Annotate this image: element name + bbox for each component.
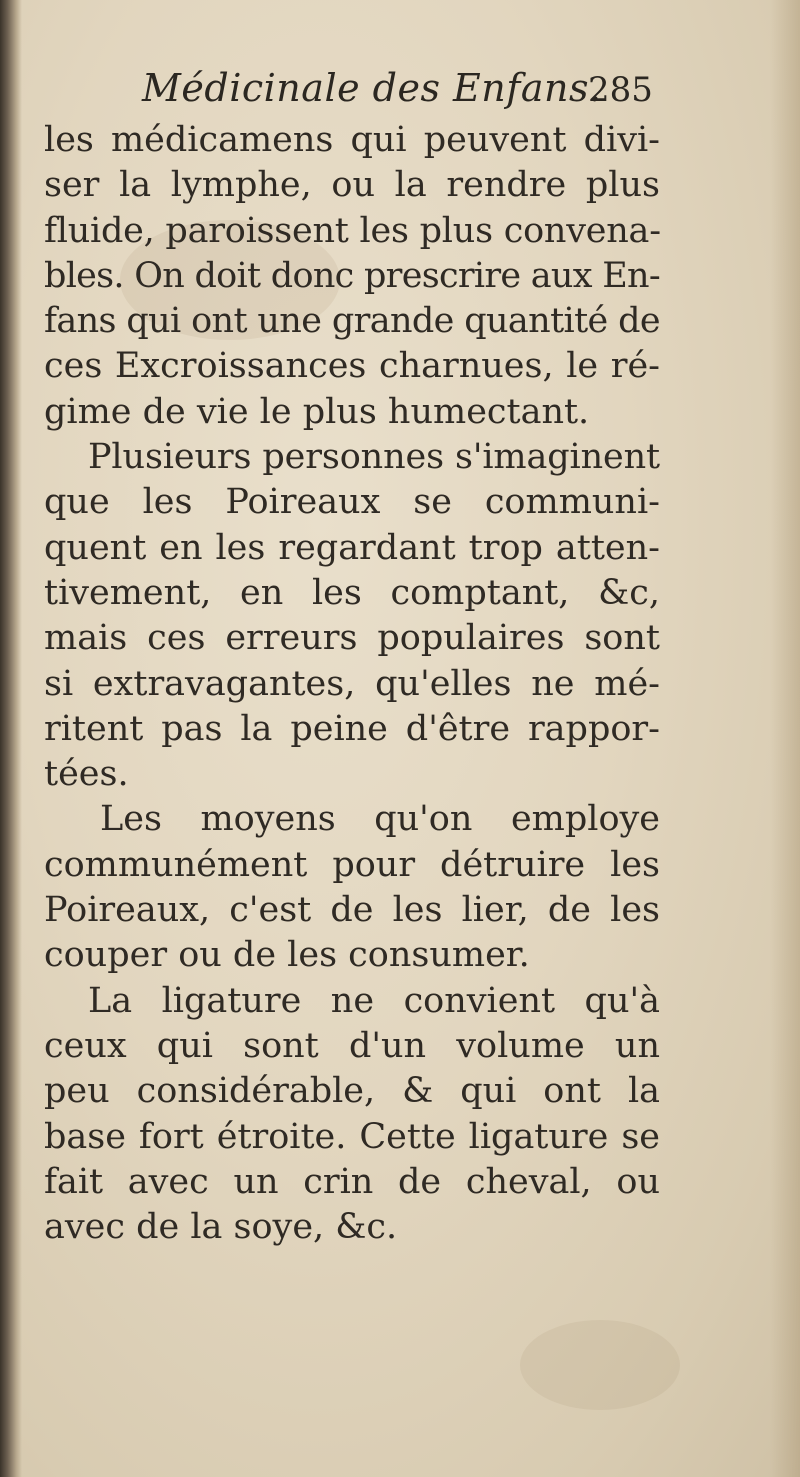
- text-line: quent en les regardant trop atten-: [44, 527, 660, 568]
- text-line: avec de la soye, &c.: [44, 1207, 398, 1248]
- text-line: couper ou de les consumer.: [44, 935, 530, 976]
- text-line: fait avec un crin de cheval, ou: [44, 1161, 660, 1202]
- text-line: bles. On doit donc prescrire aux En-: [44, 255, 660, 296]
- paper-stain: [520, 1320, 680, 1410]
- text-line: La ligature ne convient qu'à: [88, 980, 660, 1021]
- text-line: Les moyens qu'on employe: [100, 799, 660, 840]
- page-edge-shade: [770, 0, 800, 1477]
- text-line: Plusieurs personnes s'imaginent: [88, 437, 660, 478]
- binding-gutter: [0, 0, 22, 1477]
- text-line: peu considérable, & qui ont la: [44, 1071, 660, 1112]
- text-line: fans qui ont une grande quantité de: [44, 301, 660, 342]
- text-line: Poireaux, c'est de les lier, de les: [44, 890, 660, 931]
- body-text: [44, 118, 660, 1250]
- text-line: ritent pas la peine d'être rappor-: [44, 708, 660, 749]
- text-line: tées.: [44, 754, 129, 795]
- text-line: ces Excroissances charnues, le ré-: [44, 346, 660, 387]
- text-line: si extravagantes, qu'elles ne mé-: [44, 663, 660, 704]
- text-line: que les Poireaux se communi-: [44, 482, 660, 523]
- text-line: tivement, en les comptant, &c,: [44, 572, 660, 613]
- text-line: ceux qui sont d'un volume un: [44, 1025, 660, 1066]
- text-line: les médicamens qui peuvent divi-: [44, 120, 660, 160]
- text-line: base fort étroite. Cette ligature se: [44, 1116, 660, 1157]
- running-header: [142, 66, 662, 118]
- running-title: Médicinale des Enfans.: [142, 66, 602, 110]
- text-line: communément pour détruire les: [44, 844, 660, 885]
- text-line: mais ces erreurs populaires sont: [44, 618, 660, 659]
- text-line: fluide, paroissent les plus convena-: [44, 210, 661, 251]
- text-line: ser la lymphe, ou la rendre plus: [44, 165, 660, 206]
- text-line: gime de vie le plus humectant.: [44, 391, 590, 432]
- page-number: 285: [588, 70, 653, 110]
